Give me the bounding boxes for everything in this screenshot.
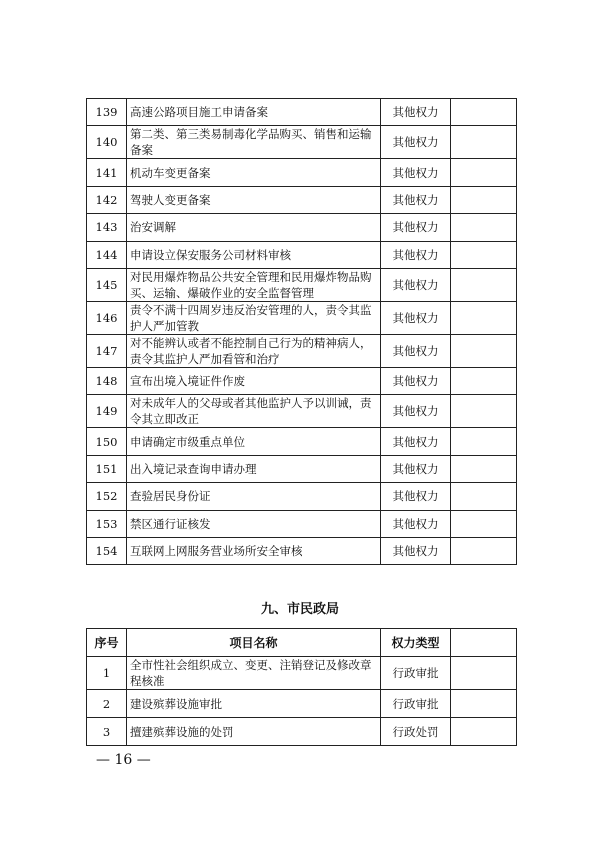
row-number: 153 <box>87 510 127 537</box>
power-type: 其他权力 <box>381 241 451 268</box>
empty-cell <box>451 510 517 537</box>
power-type: 其他权力 <box>381 395 451 428</box>
row-number: 142 <box>87 186 127 213</box>
empty-cell <box>451 186 517 213</box>
row-number: 145 <box>87 268 127 301</box>
table-row <box>87 483 517 510</box>
power-type: 其他权力 <box>381 159 451 186</box>
empty-cell <box>451 690 517 718</box>
power-type: 其他权力 <box>381 428 451 455</box>
row-number: 147 <box>87 334 127 367</box>
item-name: 全市性社会组织成立、变更、注销登记及修改章程核准 <box>127 657 381 690</box>
power-type: 其他权力 <box>381 186 451 213</box>
table-row <box>87 428 517 455</box>
power-type: 其他权力 <box>381 126 451 159</box>
row-number: 140 <box>87 126 127 159</box>
item-name: 驾驶人变更备案 <box>127 186 381 213</box>
row-number: 148 <box>87 367 127 394</box>
power-type: 其他权力 <box>381 334 451 367</box>
empty-cell <box>451 301 517 334</box>
item-name: 建设殡葬设施审批 <box>127 690 381 718</box>
power-type: 行政审批 <box>381 690 451 718</box>
table-row <box>87 159 517 186</box>
power-type: 其他权力 <box>381 214 451 241</box>
item-name: 禁区通行证核发 <box>127 510 381 537</box>
row-number: 139 <box>87 99 127 126</box>
table-header-row <box>87 629 517 657</box>
item-name: 申请确定市级重点单位 <box>127 428 381 455</box>
table-row <box>87 690 517 718</box>
power-type: 其他权力 <box>381 483 451 510</box>
row-number: 144 <box>87 241 127 268</box>
table-row <box>87 99 517 126</box>
power-type: 其他权力 <box>381 510 451 537</box>
table-row <box>87 186 517 213</box>
item-name: 擅建殡葬设施的处罚 <box>127 718 381 746</box>
table-row <box>87 268 517 301</box>
header-power-type: 权力类型 <box>381 629 451 657</box>
power-type: 其他权力 <box>381 455 451 482</box>
table-row <box>87 455 517 482</box>
item-name: 互联网上网服务营业场所安全审核 <box>127 537 381 564</box>
item-name: 查验居民身份证 <box>127 483 381 510</box>
power-type: 其他权力 <box>381 268 451 301</box>
power-type: 其他权力 <box>381 367 451 394</box>
page-number: — 16 — <box>96 752 151 768</box>
section-title: 九、市民政局 <box>260 602 339 617</box>
power-list-table-public-security <box>86 98 517 565</box>
row-number: 151 <box>87 455 127 482</box>
empty-cell <box>451 99 517 126</box>
empty-cell <box>451 718 517 746</box>
table-row <box>87 367 517 394</box>
row-number: 149 <box>87 395 127 428</box>
item-name: 机动车变更备案 <box>127 159 381 186</box>
item-name: 出入境记录查询申请办理 <box>127 455 381 482</box>
table-row <box>87 334 517 367</box>
empty-cell <box>451 657 517 690</box>
row-number: 146 <box>87 301 127 334</box>
table-row <box>87 510 517 537</box>
row-number: 2 <box>87 690 127 718</box>
item-name: 对不能辨认或者不能控制自己行为的精神病人，责令其监护人严加看管和治疗 <box>127 334 381 367</box>
empty-cell <box>451 268 517 301</box>
header-extra <box>451 629 517 657</box>
empty-cell <box>451 159 517 186</box>
empty-cell <box>451 214 517 241</box>
row-number: 150 <box>87 428 127 455</box>
item-name: 对民用爆炸物品公共安全管理和民用爆炸物品购买、运输、爆破作业的安全监督管理 <box>127 268 381 301</box>
table-row <box>87 657 517 690</box>
empty-cell <box>451 537 517 564</box>
item-name: 宣布出境入境证件作废 <box>127 367 381 394</box>
table-row <box>87 301 517 334</box>
row-number: 141 <box>87 159 127 186</box>
item-name: 责令不满十四周岁违反治安管理的人，责令其监护人严加管教 <box>127 301 381 334</box>
empty-cell <box>451 241 517 268</box>
table-row <box>87 718 517 746</box>
row-number: 143 <box>87 214 127 241</box>
item-name: 治安调解 <box>127 214 381 241</box>
table-row <box>87 126 517 159</box>
item-name: 申请设立保安服务公司材料审核 <box>127 241 381 268</box>
power-type: 其他权力 <box>381 537 451 564</box>
empty-cell <box>451 334 517 367</box>
empty-cell <box>451 428 517 455</box>
empty-cell <box>451 455 517 482</box>
empty-cell <box>451 395 517 428</box>
power-type: 其他权力 <box>381 99 451 126</box>
header-item-name: 项目名称 <box>127 629 381 657</box>
table-row <box>87 214 517 241</box>
power-list-table-civil-affairs <box>86 628 517 746</box>
power-type: 行政审批 <box>381 657 451 690</box>
empty-cell <box>451 483 517 510</box>
empty-cell <box>451 126 517 159</box>
item-name: 第二类、第三类易制毒化学品购买、销售和运输备案 <box>127 126 381 159</box>
power-type: 其他权力 <box>381 301 451 334</box>
power-type: 行政处罚 <box>381 718 451 746</box>
table-row <box>87 241 517 268</box>
item-name: 对未成年人的父母或者其他监护人予以训诫，责令其立即改正 <box>127 395 381 428</box>
table-row <box>87 395 517 428</box>
row-number: 154 <box>87 537 127 564</box>
row-number: 152 <box>87 483 127 510</box>
empty-cell <box>451 367 517 394</box>
item-name: 高速公路项目施工申请备案 <box>127 99 381 126</box>
row-number: 3 <box>87 718 127 746</box>
row-number: 1 <box>87 657 127 690</box>
table-row <box>87 537 517 564</box>
header-number: 序号 <box>87 629 127 657</box>
